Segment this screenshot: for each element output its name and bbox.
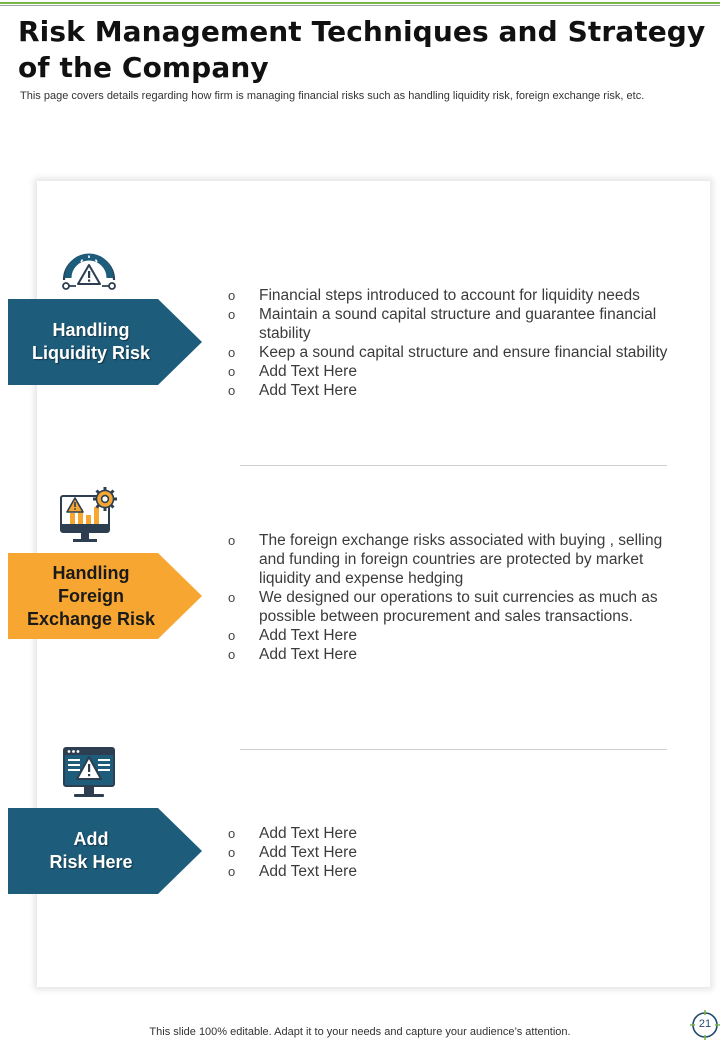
section-banner-liquidity bbox=[8, 299, 202, 385]
risk-monitor-icon bbox=[62, 746, 116, 807]
bullet-marker: o bbox=[228, 647, 236, 662]
list-item: o Financial steps introduced to account for liquidity needs bbox=[228, 287, 640, 304]
page-title: Risk Management Techniques and Strategy of the Company bbox=[18, 15, 706, 84]
bullet-marker: o bbox=[228, 383, 236, 398]
list-item: o Add Text Here bbox=[228, 363, 357, 380]
list-item: o Add Text Here bbox=[228, 825, 357, 842]
section-divider bbox=[240, 749, 667, 750]
page-number-badge bbox=[690, 1010, 720, 1040]
list-item: o Add Text Here bbox=[228, 382, 357, 399]
section-banner-foreign-exchange bbox=[8, 553, 202, 639]
list-item: o Keep a sound capital structure and ensure financial stability bbox=[228, 344, 668, 361]
list-item: o The foreign exchange risks associated with buying , selling and funding in foreign countries are protected by market liquidity and expense hedging bbox=[228, 532, 663, 587]
bullet-marker: o bbox=[228, 364, 236, 379]
bullet-marker: o bbox=[228, 345, 236, 360]
bullet-marker: o bbox=[228, 590, 236, 605]
list-item: o Add Text Here bbox=[228, 863, 357, 880]
list-item: o Add Text Here bbox=[228, 646, 357, 663]
section-divider bbox=[240, 465, 667, 466]
banner-label: Handling Liquidity Risk bbox=[31, 320, 150, 363]
bullet-marker: o bbox=[228, 845, 236, 860]
risk-chart-gear-icon bbox=[58, 485, 120, 552]
bullet-marker: o bbox=[228, 288, 236, 303]
bullet-marker: o bbox=[228, 826, 236, 841]
top-thin-rule bbox=[0, 5, 720, 6]
list-item: o Add Text Here bbox=[228, 844, 357, 861]
bullet-list-liquidity bbox=[228, 286, 688, 400]
banner-label: Add Risk Here bbox=[49, 829, 133, 872]
footer-note: This slide 100% editable. Adapt it to your needs and capture your audience’s attention. bbox=[149, 1026, 571, 1038]
bullet-marker: o bbox=[228, 628, 236, 643]
risk-gauge-icon bbox=[60, 252, 118, 299]
bullet-marker: o bbox=[228, 307, 236, 322]
bullet-marker: o bbox=[228, 864, 236, 879]
section-banner-add-risk bbox=[8, 808, 202, 894]
page-subtitle: This page covers details regarding how firm is managing financial risks such as handling liquidity risk, foreign exchange risk, etc. bbox=[20, 90, 645, 102]
list-item: o We designed our operations to suit currencies as much as possible between procurement and sales transactions. bbox=[228, 589, 658, 625]
top-accent-rule bbox=[0, 2, 720, 4]
list-item: o Maintain a sound capital structure and guarantee financial stability bbox=[228, 306, 657, 342]
list-item: o Add Text Here bbox=[228, 627, 357, 644]
page-number: 21 bbox=[698, 1018, 712, 1030]
bullet-list-foreign-exchange bbox=[228, 531, 688, 664]
bullet-marker: o bbox=[228, 533, 236, 548]
banner-label: Handling Foreign Exchange Risk bbox=[26, 562, 156, 629]
bullet-list-add-risk bbox=[228, 824, 688, 881]
